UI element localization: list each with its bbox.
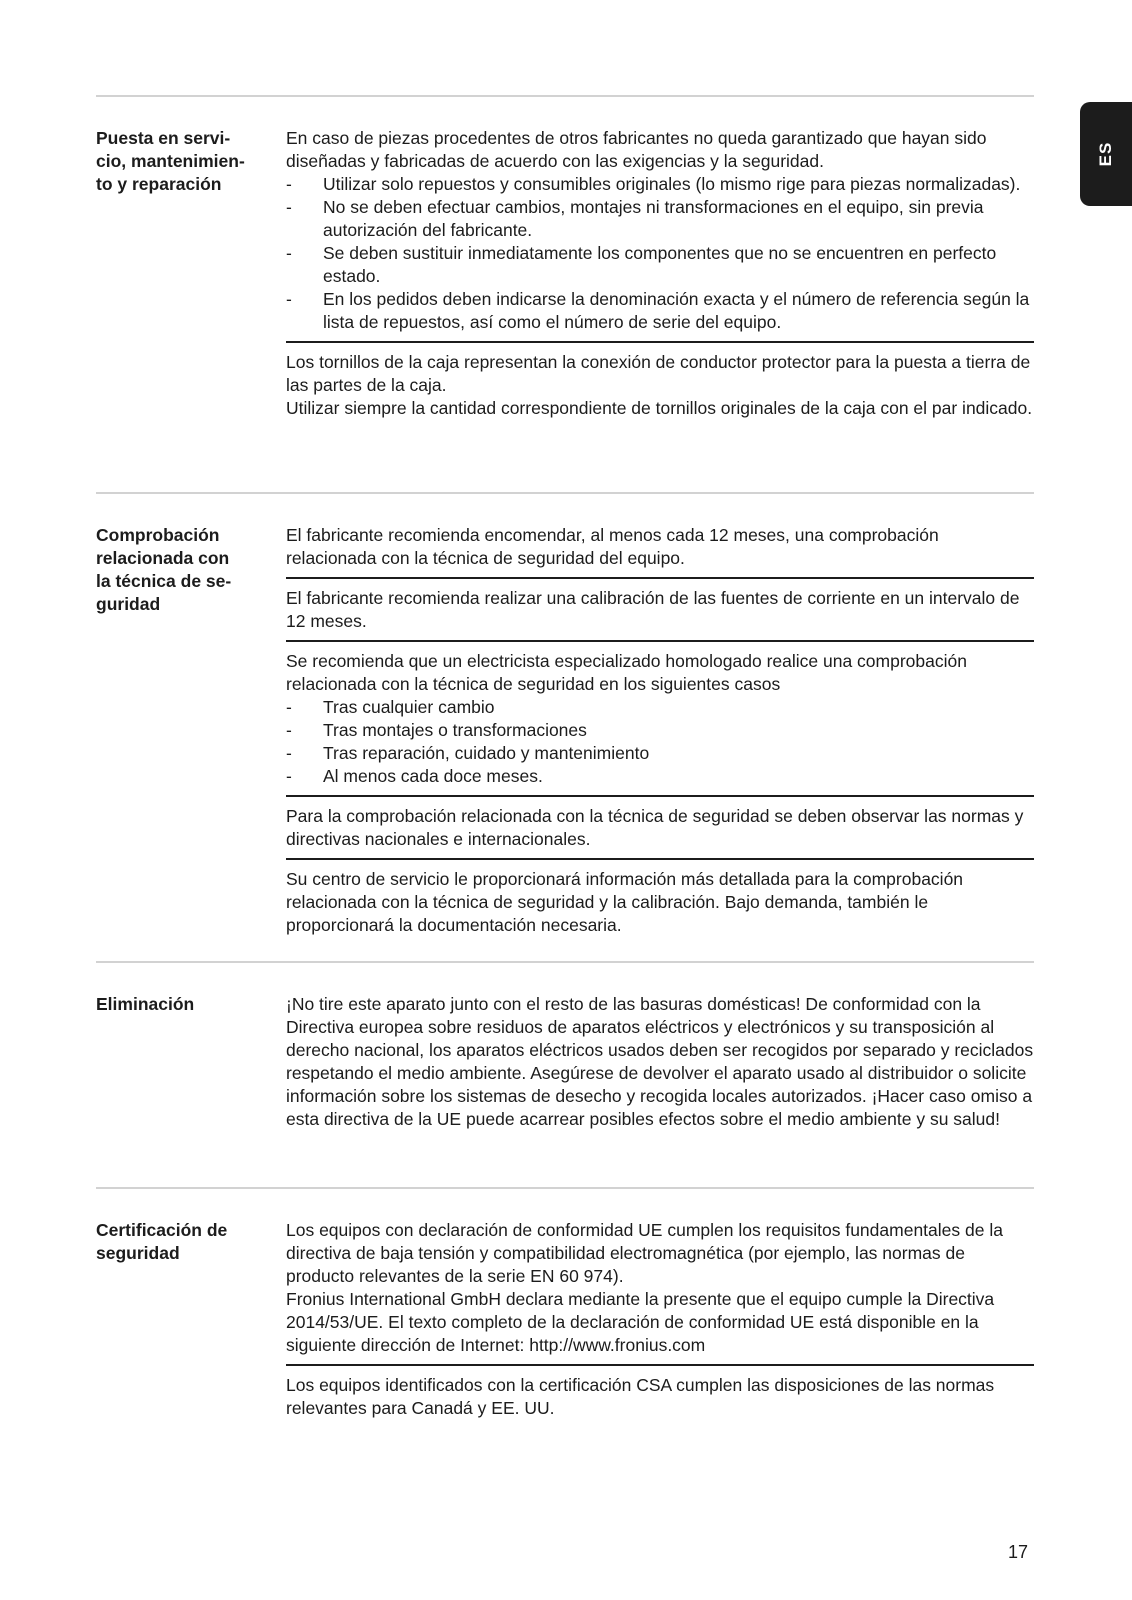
- section-body-maintenance: [286, 127, 1034, 420]
- paragraph: Para la comprobación relacionada con la técnica de seguridad se deben observar las normas y directivas nacionales e internacionales.: [286, 806, 1024, 849]
- paragraph: Se recomienda que un electricista especializado homologado realice una comprobación relacionada con la técnica de seguridad en los siguientes casos: [286, 651, 967, 694]
- section-heading-safety-check: [96, 524, 272, 616]
- paragraph: Los equipos con declaración de conformidad UE cumplen los requisitos fundamentales de la directiva de baja tensión y compatibilidad electromagnética (por ejemplo, las normas de producto relevantes de la serie EN 60 974).: [286, 1220, 1003, 1286]
- list-item: - No se deben efectuar cambios, montajes ni transformaciones en el equipo, sin previa autorización del fabricante.: [286, 197, 984, 240]
- section-heading-maintenance: [96, 127, 272, 196]
- list-item: - Tras cualquier cambio: [286, 697, 495, 717]
- section-body-certification: [286, 1219, 1034, 1420]
- paragraph: Fronius International GmbH declara mediante la presente que el equipo cumple la Directiva 2014/53/UE. El texto completo de la declaración de conformidad UE está disponible en la siguiente dirección de Internet: http://www.fronius.com: [286, 1289, 995, 1355]
- list-item: - Utilizar solo repuestos y consumibles originales (lo mismo rige para piezas normalizadas).: [286, 174, 1021, 194]
- paragraph: Utilizar siempre la cantidad correspondiente de tornillos originales de la caja con el par indicado.: [286, 398, 1033, 418]
- paragraph: El fabricante recomienda encomendar, al menos cada 12 meses, una comprobación relacionada con la técnica de seguridad del equipo.: [286, 525, 939, 568]
- subsection: [286, 1364, 1034, 1420]
- paragraph: En caso de piezas procedentes de otros fabricantes no queda garantizado que hayan sido diseñadas y fabricadas de acuerdo con las exigencias y la seguridad.: [286, 128, 987, 171]
- section-heading-text: Puesta en servi- cio, mantenimien- to y reparación: [96, 128, 245, 194]
- page-number: 17: [1008, 1542, 1029, 1562]
- section-heading-text: Certificación de seguridad: [96, 1220, 228, 1263]
- section-heading-certification: [96, 1219, 272, 1265]
- section-divider: [96, 492, 1034, 494]
- section-divider: [96, 961, 1034, 963]
- section-body-safety-check: [286, 524, 1034, 937]
- paragraph: El fabricante recomienda realizar una calibración de las fuentes de corriente en un intervalo de 12 meses.: [286, 588, 1020, 631]
- list-item: - Tras montajes o transformaciones: [286, 720, 587, 740]
- paragraph: ¡No tire este aparato junto con el resto de las basuras domésticas! De conformidad con la Directiva europea sobre residuos de aparatos eléctricos y electrónicos y su transposición al derecho nacional, los aparatos eléctricos usados deben ser recogidos por separado y reciclados respetando el medio ambiente. Asegúrese de devolver el aparato usado al distribuidor o solicite información sobre los sistemas de desecho y recogida locales autorizados. ¡Hacer caso omiso a esta directiva de la UE puede acarrear posibles efectos sobre el medio ambiente y su salud!: [286, 994, 1034, 1129]
- language-tab: [1080, 102, 1132, 206]
- list-item: - Al menos cada doce meses.: [286, 766, 543, 786]
- subsection: [286, 1219, 1034, 1357]
- list-item: - En los pedidos deben indicarse la denominación exacta y el número de referencia según la lista de repuestos, así como el número de serie del equipo.: [286, 289, 1030, 332]
- subsection: [286, 341, 1034, 420]
- section-body-disposal: [286, 993, 1034, 1131]
- paragraph: Los tornillos de la caja representan la conexión de conductor protector para la puesta a tierra de las partes de la caja.: [286, 352, 1031, 395]
- subsection: [286, 577, 1034, 633]
- subsection: [286, 795, 1034, 851]
- language-tab-label: ES: [1096, 141, 1115, 167]
- list-item: - Se deben sustituir inmediatamente los componentes que no se encuentren en perfecto estado.: [286, 243, 997, 286]
- bullet-list: [286, 173, 1034, 334]
- section-heading-text: Eliminación: [96, 994, 195, 1014]
- subsection: [286, 127, 1034, 334]
- section-heading-disposal: [96, 993, 272, 1016]
- section-divider: [96, 1187, 1034, 1189]
- subsection: [286, 640, 1034, 788]
- subsection: [286, 524, 1034, 570]
- section-heading-text: Comprobación relacionada con la técnica de se- guridad: [96, 525, 232, 614]
- paragraph: Su centro de servicio le proporcionará información más detallada para la comprobación relacionada con la técnica de seguridad y la calibración. Bajo demanda, también le proporcionará la documentación necesaria.: [286, 869, 964, 935]
- section-divider: [96, 95, 1034, 97]
- subsection: [286, 858, 1034, 937]
- list-item: - Tras reparación, cuidado y mantenimiento: [286, 743, 650, 763]
- bullet-list: [286, 696, 1034, 788]
- paragraph: Los equipos identificados con la certificación CSA cumplen las disposiciones de las normas relevantes para Canadá y EE. UU.: [286, 1375, 995, 1418]
- subsection: [286, 993, 1034, 1131]
